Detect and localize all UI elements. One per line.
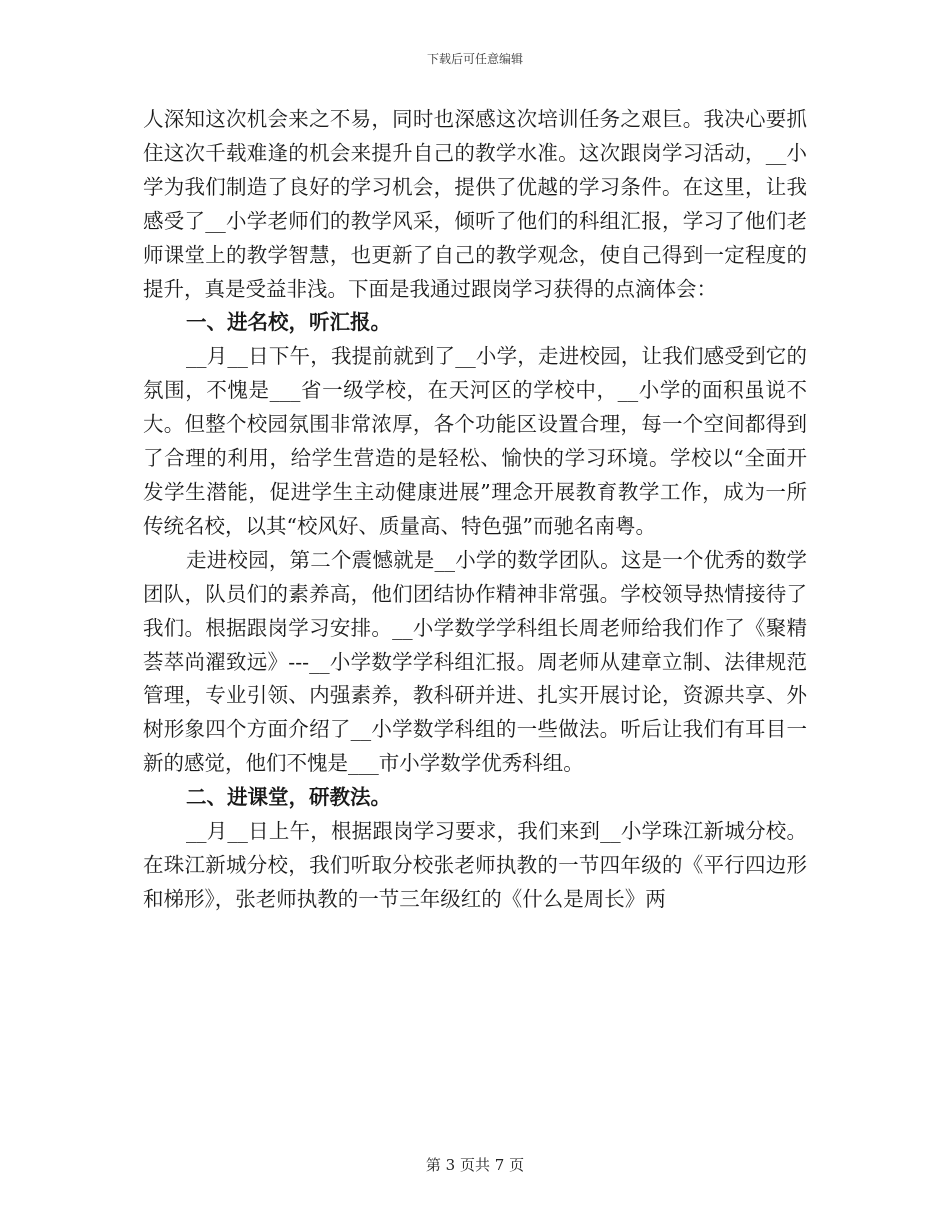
body-paragraph: __月__日上午，根据跟岗学习要求，我们来到__小学珠江新城分校。在珠江新城分校，我们听取分校张老师执教的一节四年级的《平行四边形和梯形》，张老师执教的一节三年级红的《什么是周长》两 xyxy=(143,819,807,911)
page-header: 下载后可任意编辑 xyxy=(426,52,523,66)
page-footer: 第 3 页共 7 页 xyxy=(425,1156,525,1174)
document-body xyxy=(143,103,807,917)
body-paragraph: 走进校园，第二个震憾就是__小学的数学团队。这是一个优秀的数学团队，队员们的素养高，他们团结协作精神非常强。学校领导热情接待了我们。根据跟岗学习安排。__小学数学学科组长周老师给我们作了《聚精荟萃尚濯致远》---__小学数学学科组汇报。周老师从建章立制、法律规范管理，专业引领、内强素养，教科研并进、扎实开展讨论，资源共享、外树形象四个方面介绍了__小学数学科组的一些做法。听后让我们有耳目一新的感觉，他们不愧是___市小学数学优秀科组。 xyxy=(143,547,807,776)
body-paragraph: 人深知这次机会来之不易，同时也深感这次培训任务之艰巨。我决心要抓住这次千载难逢的机会来提升自己的教学水准。这次跟岗学习活动，__小学为我们制造了良好的学习机会，提供了优越的学习条件。在这里，让我感受了__小学老师们的教学风采，倾听了他们的科组汇报，学习了他们老师课堂上的教学智慧，也更新了自己的教学观念，使自己得到一定程度的提升，真是受益非浅。下面是我通过跟岗学习获得的点滴体会： xyxy=(143,107,807,301)
section-heading: 一、进名校，听汇报。 xyxy=(186,310,391,335)
body-paragraph: __月__日下午，我提前就到了__小学，走进校园，让我们感受到它的氛围，不愧是___省一级学校，在天河区的学校中，__小学的面积虽说不大。但整个校园氛围非常浓厚，各个功能区设置合理，每一个空间都得到了合理的利用，给学生营造的是轻松、愉快的学习环境。学校以“全面开发学生潜能，促进学生主动健康进展”理念开展教育教学工作，成为一所传统名校，以其“校风好、质量高、特色强”而驰名南粤。 xyxy=(143,344,807,538)
section-heading: 二、进课堂，研教法。 xyxy=(186,785,391,810)
